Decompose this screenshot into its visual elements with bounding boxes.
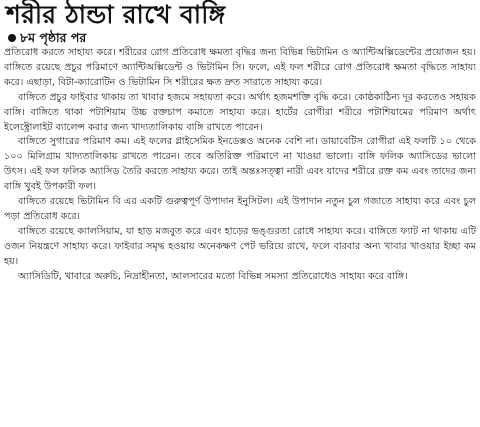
bullet-icon [8,34,16,42]
paragraph: বাঙ্গিতে রয়েছে ভিটামিন বি এর একটি গুরুত্বপূর্ণ উপাদান ইনুসিটল। এই উপাদান নতুন চুল গজাতে সাহায্য করে এবং চুল পড়া প্রতিরোধ করে। [4,196,476,222]
paragraph: বাঙ্গিতে সুগারের পরিমাণ কম। এই ফলের গ্লাইসেমিক ইনডেক্সও অনেক বেশি না। ডায়াবেটিস রোগীরা এই ফলটি ১০ থেকে ১০০ মিলিগ্রাম খাদ্যতালিকায় রাখতে পারেন। তবে অতিরিক্ত পরিমাণে না খাওয়া ভালো। বাঙ্গি ফলিক অ্যাসিডের ভালো উৎস। এই ফল ফলিক অ্যাসিড তৈরি করতে সাহায্য করে। তাই অন্তঃসত্ত্বা নারী এবং যাদের শরীরে রক্ত কম এবং তাদের জন্য বাঙ্গি খুবই উপকারী ফল। [4,136,476,193]
continued-text: ৮ম পৃষ্ঠার পর [20,30,87,45]
headline: শরীর ঠান্ডা রাখে বাঙ্গি [6,0,226,29]
paragraph: অ্যাসিডিটি, খাবারে অরুচি, নিদ্রাহীনতা, আলসারের মতো বিভিন্ন সমস্যা প্রতিরোধেও সাহায্য করে বাঙ্গি। [18,270,408,282]
paragraph: বাঙ্গিতে রয়েছে ক্যালসিয়াম, যা হাড় মজবুত করে এবং হাড়ের ভঙ্গুরতা রোধে সাহায্য করে। বাঙ্গিতে ফ্যাট না থাকায় এটি ওজন নিয়ন্ত্রণে সাহায্য করে। ফাইবার সমৃদ্ধ হওয়ায় অনেকক্ষণ পেট ভরিয়ে রাখে, ফলে বারবার অন্য খাবার খাওয়ার ইচ্ছা কম হয়। [4,225,476,267]
continued-from-label [8,30,476,45]
article-body [4,46,476,285]
paragraph: বাঙ্গিতে প্রচুর ফাইবার থাকায় তা খাবার হজমে সহায়তা করে। অর্থাৎ হজমশক্তি বৃদ্ধি করে। কোষ্ঠকাঠিন্য দূর করতেও সহায়ক বাঙ্গি। বাঙ্গিতে থাকা পটাশিয়াম উচ্চ রক্তচাপ কমাতে সাহায্য করে। হার্টের রোগীরা শরীরে পটাশিয়ামের পরিমাণ অর্থাৎ ইলেক্ট্রোলাইট ব্যালেন্স করার জন্য খাদ্যতালিকায় বাঙ্গি রাখতে পারেন। [4,91,476,133]
paragraph: প্রতিরোধ করতে সাহায্য করে। শরীরের রোগ প্রতিরোধ ক্ষমতা বৃদ্ধির জন্য বিভিন্ন ভিটামিন ও অ্যান্টিঅক্সিডেন্টের প্রয়োজন হয়। বাঙ্গিতে রয়েছে প্রচুর পরিমাণে অ্যান্টিঅক্সিডেন্ট ও ভিটামিন সি। ফলে, এই ফল শরীরে রোগ প্রতিরোধ ক্ষমতা বৃদ্ধিতে সাহায্য করে। এছাড়া, বিটা-ক্যারোটিন ও ভিটামিন সি শরীরের ক্ষত দ্রুত সারাতে সাহায্য করে। [4,47,476,88]
